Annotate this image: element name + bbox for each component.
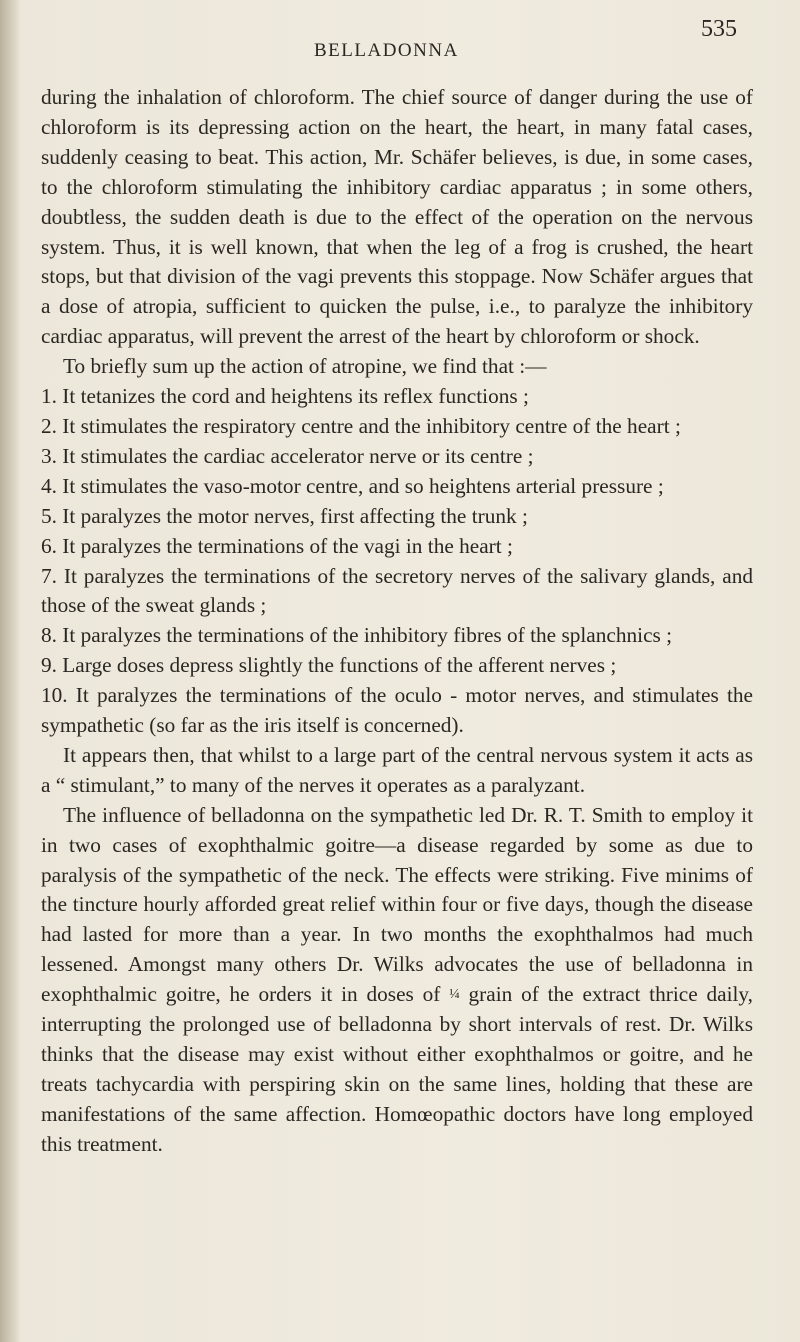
list-item: 9. Large doses depress slightly the functions of the afferent nerves ;: [41, 653, 617, 678]
list-item: 4. It stimulates the vaso-motor centre, and so heightens arterial pressure ;: [41, 473, 664, 498]
list-item: 10. It paralyzes the terminations of the oculo - motor nerves, and stimulates the sympathetic (so far as the iris itself is concerned).: [41, 683, 753, 738]
page-gutter-shadow: [0, 0, 20, 1342]
fraction: ¼: [449, 987, 460, 1003]
list-item: 2. It stimulates the respiratory centre and the inhibitory centre of the heart ;: [41, 413, 681, 438]
paragraph: during the inhalation of chloroform. The chief source of danger during the use of chloroform is its depressing action on the heart, the heart, in many fatal cases, suddenly ceasing to beat. This action, Mr. Schäfer believes, is due, in some cases, to the chloroform stimulating the inhibitory cardiac apparatus ; in some others, doubtless, the sudden death is due to the effect of the operation on the nervous system. Thus, it is well known, that when the leg of a frog is crushed, the heart stops, but that division of the vagi prevents this stoppage. Now Schäfer argues that a dose of atropia, sufficient to quicken the pulse, i.e., to paralyze the inhibitory cardiac apparatus, will prevent the arrest of the heart by chloroform or shock.: [41, 85, 753, 349]
list-item: 5. It paralyzes the motor nerves, first affecting the trunk ;: [41, 503, 528, 528]
body-text: [41, 83, 753, 1160]
paragraph-text: The influence of belladonna on the sympathetic led Dr. R. T. Smith to employ it in two cases of exophthalmic goitre—a disease regarded by some as due to paralysis of the sympathetic of the neck. The effects were striking. Five minims of the tincture hourly afforded great relief within four or five days, though the disease had lasted for more than a year. In two months the exophthalmos had much lessened. Amongst many others Dr. Wilks advocates the use of belladonna in exophthalmic goitre, he orders it in doses of: [41, 802, 753, 1007]
running-head: BELLADONNA: [314, 40, 459, 61]
paragraph: It appears then, that whilst to a large part of the central nervous system it acts as a “ stimulant,” to many of the nerves it operates as a paralyzant.: [41, 742, 753, 797]
paragraph: [41, 801, 753, 1160]
paragraph-text: grain of the extract thrice daily, interrupting the prolonged use of belladonna by short intervals of rest. Dr. Wilks thinks that the disease may exist without either exophthalmos or goitre, and he treats tachycardia with perspiring skin on the same lines, holding that these are manifestations of the same affection. Homœopathic doctors have long employed this treatment.: [41, 982, 753, 1156]
list-item: 3. It stimulates the cardiac accelerator nerve or its centre ;: [41, 443, 534, 468]
paragraph: To briefly sum up the action of atropine, we find that :—: [63, 354, 547, 379]
list-item: 6. It paralyzes the terminations of the vagi in the heart ;: [41, 533, 513, 558]
page-number: 535: [701, 16, 737, 42]
list-item: 1. It tetanizes the cord and heightens its reflex functions ;: [41, 384, 529, 409]
list-item: 8. It paralyzes the terminations of the inhibitory fibres of the splanchnics ;: [41, 623, 673, 648]
list-item: 7. It paralyzes the terminations of the secretory nerves of the salivary glands, and those of the sweat glands ;: [41, 563, 753, 618]
